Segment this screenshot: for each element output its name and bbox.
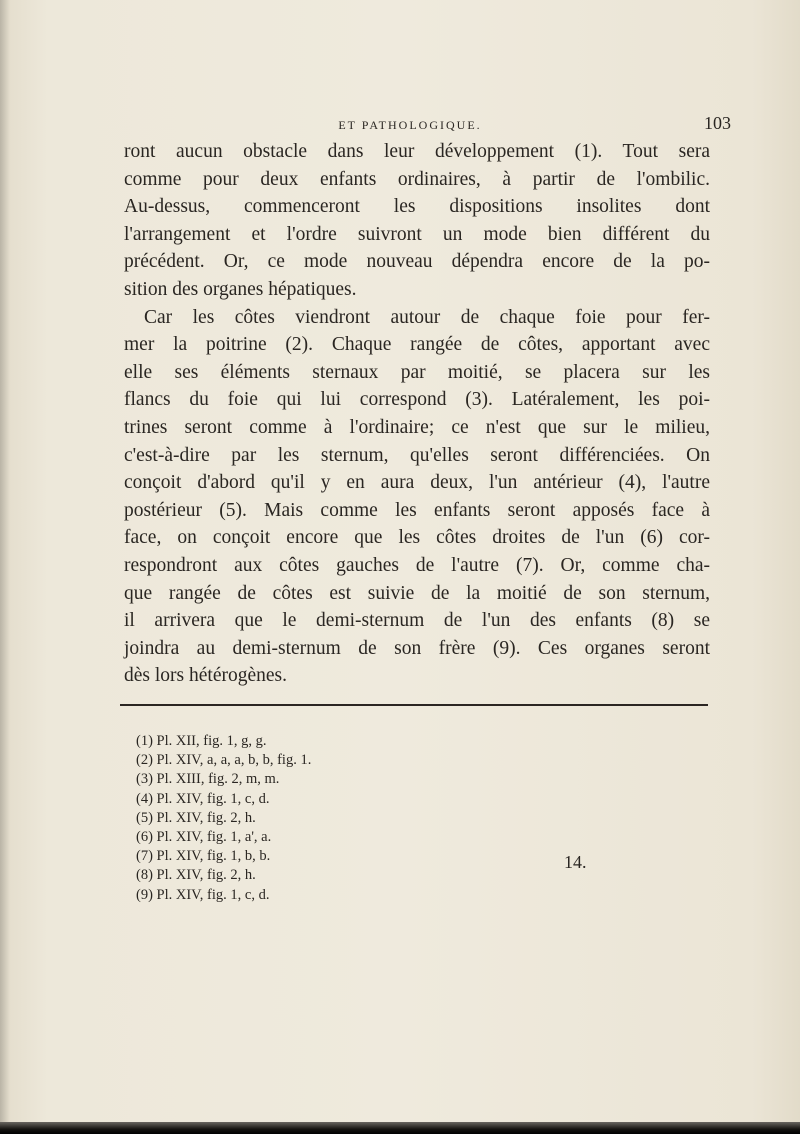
- body-line: Au-dessus, commenceront les dispositions insolites dont: [124, 196, 710, 218]
- body-line: il arrivera que le demi-sternum de l'un des enfants (8) se: [124, 610, 710, 632]
- running-head: ET PATHOLOGIQUE.: [338, 118, 482, 132]
- footnote: (9) Pl. XIV, fig. 1, c, d.: [136, 886, 270, 903]
- footnote: (2) Pl. XIV, a, a, a, b, b, fig. 1.: [136, 752, 312, 769]
- body-line: ront aucun obstacle dans leur développement (1). Tout sera: [124, 141, 710, 162]
- footnote-divider: [120, 704, 708, 706]
- page-gutter-shadow: [0, 0, 10, 1134]
- body-line: que rangée de côtes est suivie de la moitié de son sternum,: [124, 582, 710, 604]
- body-line: elle ses éléments sternaux par moitié, se placera sur les: [124, 361, 710, 383]
- body-line: flancs du foie qui lui correspond (3). Latéralement, les poi-: [124, 389, 710, 411]
- footnotes: [136, 732, 556, 905]
- body-line: précédent. Or, ce mode nouveau dépendra encore de la po-: [124, 251, 710, 273]
- footnote: (8) Pl. XIV, fig. 2, h.: [136, 867, 256, 884]
- body-line: dès lors hétérogènes.: [124, 665, 287, 687]
- body-line: trines seront comme à l'ordinaire; ce n'est que sur le milieu,: [124, 416, 710, 438]
- body-line: respondront aux côtes gauches de l'autre (7). Or, comme cha-: [124, 554, 710, 576]
- body-line: l'arrangement et l'ordre suivront un mode bien différent du: [124, 223, 710, 245]
- signature-mark: 14.: [564, 852, 587, 872]
- body-line: postérieur (5). Mais comme les enfants seront apposés face à: [124, 499, 710, 521]
- footnote: (5) Pl. XIV, fig. 2, h.: [136, 809, 256, 826]
- body-text: [124, 138, 710, 690]
- footnote: (4) Pl. XIV, fig. 1, c, d.: [136, 790, 270, 807]
- body-line: Car les côtes viendront autour de chaque foie pour fer-: [144, 306, 710, 328]
- page-number: 103: [704, 113, 731, 133]
- footnote: (1) Pl. XII, fig. 1, g, g.: [136, 733, 267, 749]
- body-line: face, on conçoit encore que les côtes droites de l'un (6) cor-: [124, 527, 710, 549]
- scan-bottom-edge: [0, 1122, 800, 1134]
- body-line: joindra au demi-sternum de son frère (9). Ces organes seront: [124, 637, 710, 659]
- footnote: (3) Pl. XIII, fig. 2, m, m.: [136, 771, 280, 788]
- body-line: conçoit d'abord qu'il y en aura deux, l'un antérieur (4), l'autre: [124, 472, 710, 494]
- body-line: sition des organes hépatiques.: [124, 278, 357, 300]
- body-line: mer la poitrine (2). Chaque rangée de côtes, apportant avec: [124, 334, 710, 356]
- body-line: comme pour deux enfants ordinaires, à partir de l'ombilic.: [124, 168, 710, 190]
- footnote: (7) Pl. XIV, fig. 1, b, b.: [136, 848, 271, 865]
- footnote: (6) Pl. XIV, fig. 1, a', a.: [136, 829, 272, 846]
- body-line: c'est-à-dire par les sternum, qu'elles seront différenciées. On: [124, 444, 710, 466]
